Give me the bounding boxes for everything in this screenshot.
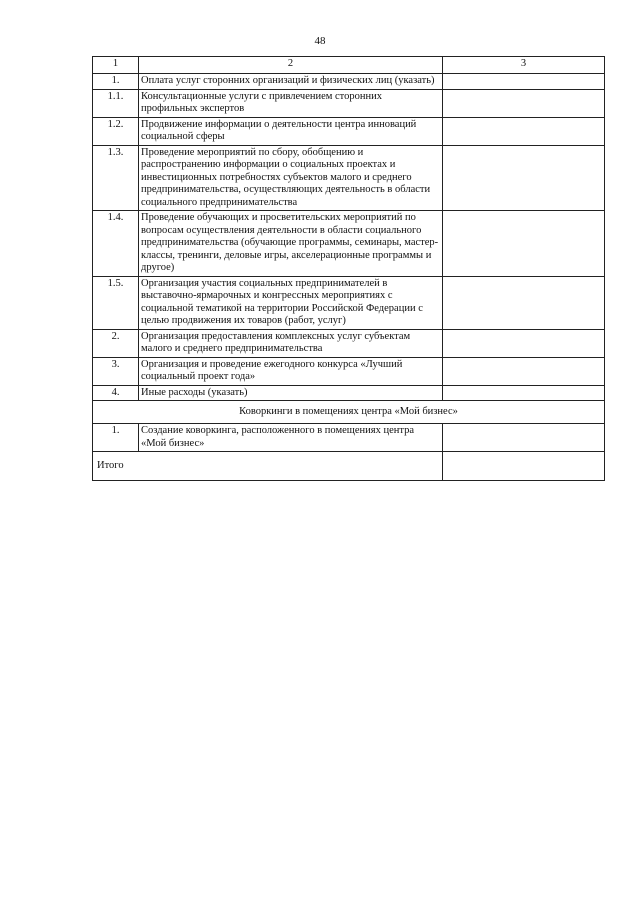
row-number: 3.: [93, 357, 139, 385]
row-number: 1.5.: [93, 276, 139, 329]
row-description: Оплата услуг сторонних организаций и физических лиц (указать): [139, 74, 443, 90]
section-header-row: [93, 401, 605, 424]
row-description: Организация предоставления комплексных услуг субъектам малого и среднего предпринимательства: [139, 329, 443, 357]
row-value: [443, 117, 605, 145]
table-row: [93, 211, 605, 277]
table-row: [93, 276, 605, 329]
row-number: 1.3.: [93, 145, 139, 211]
total-row: [93, 452, 605, 481]
row-value: [443, 357, 605, 385]
section-title: Коворкинги в помещениях центра «Мой бизнес»: [93, 401, 605, 424]
table-row: [93, 145, 605, 211]
row-number: 1.: [93, 424, 139, 452]
table-row: [93, 74, 605, 90]
page-number: 48: [314, 35, 326, 47]
row-value: [443, 89, 605, 117]
row-description: Продвижение информации о деятельности центра инноваций социальной сферы: [139, 117, 443, 145]
table-row: [93, 424, 605, 452]
row-value: [443, 329, 605, 357]
row-number: 2.: [93, 329, 139, 357]
table-row: [93, 89, 605, 117]
row-description: Создание коворкинга, расположенного в помещениях центра «Мой бизнес»: [139, 424, 443, 452]
table-row: [93, 117, 605, 145]
table-row: [93, 385, 605, 401]
table-row: [93, 329, 605, 357]
row-description: Проведение мероприятий по сбору, обобщению и распространению информации о социальных проектах и инвестиционных потребностях субъектов малого и среднего предпринимательства, осуществляющих деятельность в области социального предпринимательства: [139, 145, 443, 211]
row-number: 4.: [93, 385, 139, 401]
row-number: 1.1.: [93, 89, 139, 117]
row-number: 1.: [93, 74, 139, 90]
row-description: Консультационные услуги с привлечением сторонних профильных экспертов: [139, 89, 443, 117]
row-value: [443, 145, 605, 211]
row-value: [443, 74, 605, 90]
column-header: 1: [93, 57, 139, 74]
row-number: 1.2.: [93, 117, 139, 145]
column-header: 3: [443, 57, 605, 74]
row-value: [443, 424, 605, 452]
table-row: [93, 357, 605, 385]
row-value: [443, 276, 605, 329]
row-value: [443, 211, 605, 277]
row-number: 1.4.: [93, 211, 139, 277]
row-description: Организация и проведение ежегодного конкурса «Лучший социальный проект года»: [139, 357, 443, 385]
row-value: [443, 385, 605, 401]
total-value: [443, 452, 605, 481]
table-header-row: [93, 57, 605, 74]
row-description: Организация участия социальных предпринимателей в выставочно-ярмарочных и конгрессных мероприятиях с социальной тематикой на территории Российской Федерации с целью продвижения их товаров (работ, услуг): [139, 276, 443, 329]
total-label: Итого: [93, 452, 443, 481]
column-header: 2: [139, 57, 443, 74]
expense-table: [92, 56, 605, 481]
row-description: Иные расходы (указать): [139, 385, 443, 401]
row-description: Проведение обучающих и просветительских мероприятий по вопросам осуществления деятельности в области социального предпринимательства (обучающие программы, семинары, мастер-классы, тренинги, деловые игры, акселерационные программы и другое): [139, 211, 443, 277]
